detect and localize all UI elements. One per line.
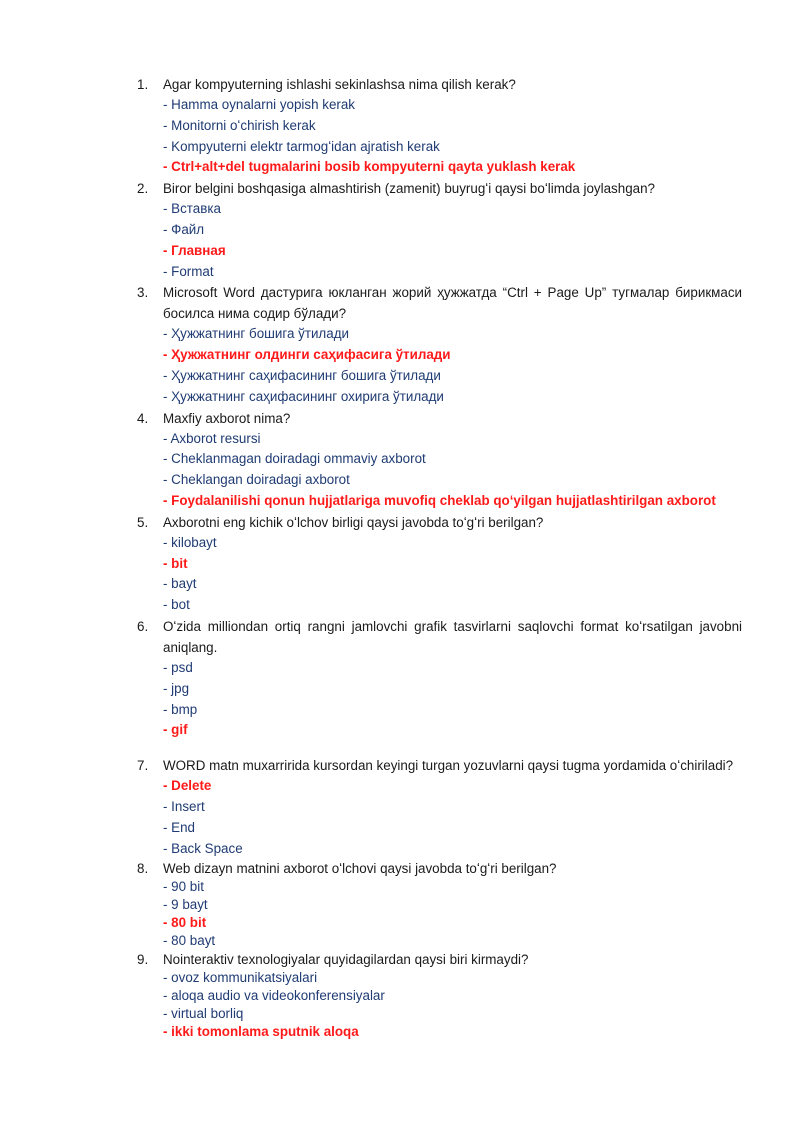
answer-option: - Kompyuterni elektr tarmogʻidan ajratish kerak — [163, 138, 440, 154]
answer-option-correct: - 80 bit — [163, 915, 207, 931]
answer-option-correct: - bit — [163, 555, 188, 571]
answer-option: - ovoz kommunikatsiyalari — [163, 970, 318, 986]
answer-option: - bayt — [163, 576, 197, 592]
answer-option: - kilobayt — [163, 534, 217, 550]
question-text — [0, 950, 800, 969]
question-number: 5. — [137, 514, 149, 530]
question-text — [0, 282, 800, 324]
question-prompt: Agar kompyuterning ishlashi sekinlashsa nima qilish kerak? — [163, 77, 516, 92]
question-text — [0, 616, 800, 658]
answer-option: - Monitorni oʻchirish kerak — [163, 117, 316, 133]
answer-option: - End — [163, 819, 196, 835]
question-prompt: Nointeraktiv texnologiyalar quyidagilardan qaysi biri kirmaydi? — [163, 952, 529, 968]
question-item — [0, 512, 800, 616]
answer-option-correct: - ikki tomonlama sputnik aloqa — [163, 1024, 359, 1040]
answer-option: - virtual borliq — [163, 1006, 244, 1022]
answer-option: - Format — [163, 263, 214, 279]
answer-option: - Файл — [163, 221, 205, 237]
question-list — [0, 74, 800, 1041]
answer-option-correct: - Delete — [163, 778, 212, 794]
question-text — [0, 859, 800, 878]
answer-option-correct: - gif — [163, 722, 188, 738]
answer-option: - Ҳужжатнинг саҳифасининг охирига ўтилади — [163, 388, 444, 404]
question-text — [0, 178, 800, 199]
question-item — [0, 282, 800, 407]
answer-option-correct: - Ctrl+alt+del tugmalarini bosib kompyuterni qayta yuklash kerak — [163, 159, 576, 175]
answer-option: - aloqa audio va videokonferensiyalar — [163, 988, 385, 1004]
question-prompt: Biror belgini boshqasiga almashtirish (zamenit) buyrugʻi qaysi boʻlimda joylashgan? — [163, 181, 655, 197]
answer-option: - 9 bayt — [163, 897, 208, 913]
question-text — [0, 74, 800, 95]
question-item — [0, 74, 800, 178]
question-number: 2. — [137, 181, 149, 197]
answer-option-correct: - Главная — [163, 242, 226, 258]
answer-option: - Cheklangan doiradagi axborot — [163, 472, 350, 488]
question-item — [0, 755, 800, 859]
question-number: 3. — [137, 285, 149, 301]
answer-option: - Ҳужжатнинг бошига ўтилади — [163, 326, 349, 342]
question-number: 4. — [137, 410, 149, 426]
answer-option: - psd — [163, 659, 193, 675]
answer-option: - Insert — [163, 798, 205, 814]
question-prompt: WORD matn muxarririda kursordan keyingi turgan yozuvlarni qaysi tugma yordamida oʻchiriladi? — [163, 758, 734, 774]
answer-option: - bmp — [163, 701, 198, 717]
answer-option: - jpg — [163, 680, 190, 696]
answer-option: - Axborot resursi — [163, 430, 261, 446]
question-number: 6. — [137, 618, 149, 634]
answer-option: - Cheklanmagan doiradagi ommaviy axborot — [163, 451, 426, 467]
answer-option: - bot — [163, 597, 190, 613]
answer-option: - Back Space — [163, 840, 243, 856]
question-prompt: Web dizayn matnini axborot oʻlchovi qaysi javobda toʻgʻri berilgan? — [163, 861, 557, 877]
question-number: 8. — [137, 861, 149, 877]
answer-option: - Ҳужжатнинг саҳифасининг бошига ўтилади — [163, 367, 441, 383]
question-number: 7. — [137, 758, 149, 774]
answer-option: - Hamma oynalarni yopish kerak — [163, 97, 356, 112]
answer-option-correct: - Foydalanilishi qonun hujjatlariga muvofiq cheklab qoʻyilgan hujjatlashtirilgan axborot — [163, 492, 716, 508]
question-item — [0, 408, 800, 512]
question-prompt: Axborotni eng kichik oʻlchov birligi qaysi javobda toʻgʻri berilgan? — [163, 514, 544, 530]
answer-option: - 90 bit — [163, 879, 204, 895]
question-item — [0, 950, 800, 1041]
answer-option: - Вставка — [163, 201, 221, 217]
question-number: 1. — [137, 77, 149, 92]
question-text — [0, 408, 800, 429]
question-text — [0, 512, 800, 533]
question-prompt: Maxfiy axborot nima? — [163, 410, 291, 426]
question-number: 9. — [137, 952, 149, 968]
answer-option: - 80 bayt — [163, 933, 216, 949]
question-text — [0, 755, 800, 776]
question-item — [0, 616, 800, 741]
question-item — [0, 178, 800, 282]
question-item — [0, 859, 800, 950]
question-prompt: Oʻzida milliondan ortiq rangni jamlovchi grafik tasvirlarni saqlovchi format koʻrsatilgan javobni aniqlang. — [163, 618, 742, 655]
answer-option-correct: - Ҳужжатнинг олдинги саҳифасига ўтилади — [163, 347, 451, 363]
question-prompt: Microsoft Word дастурига юкланган жорий ҳужжатда “Ctrl + Page Up” тугмалар бирикмаси босилса нима содир бўлади? — [163, 285, 742, 322]
